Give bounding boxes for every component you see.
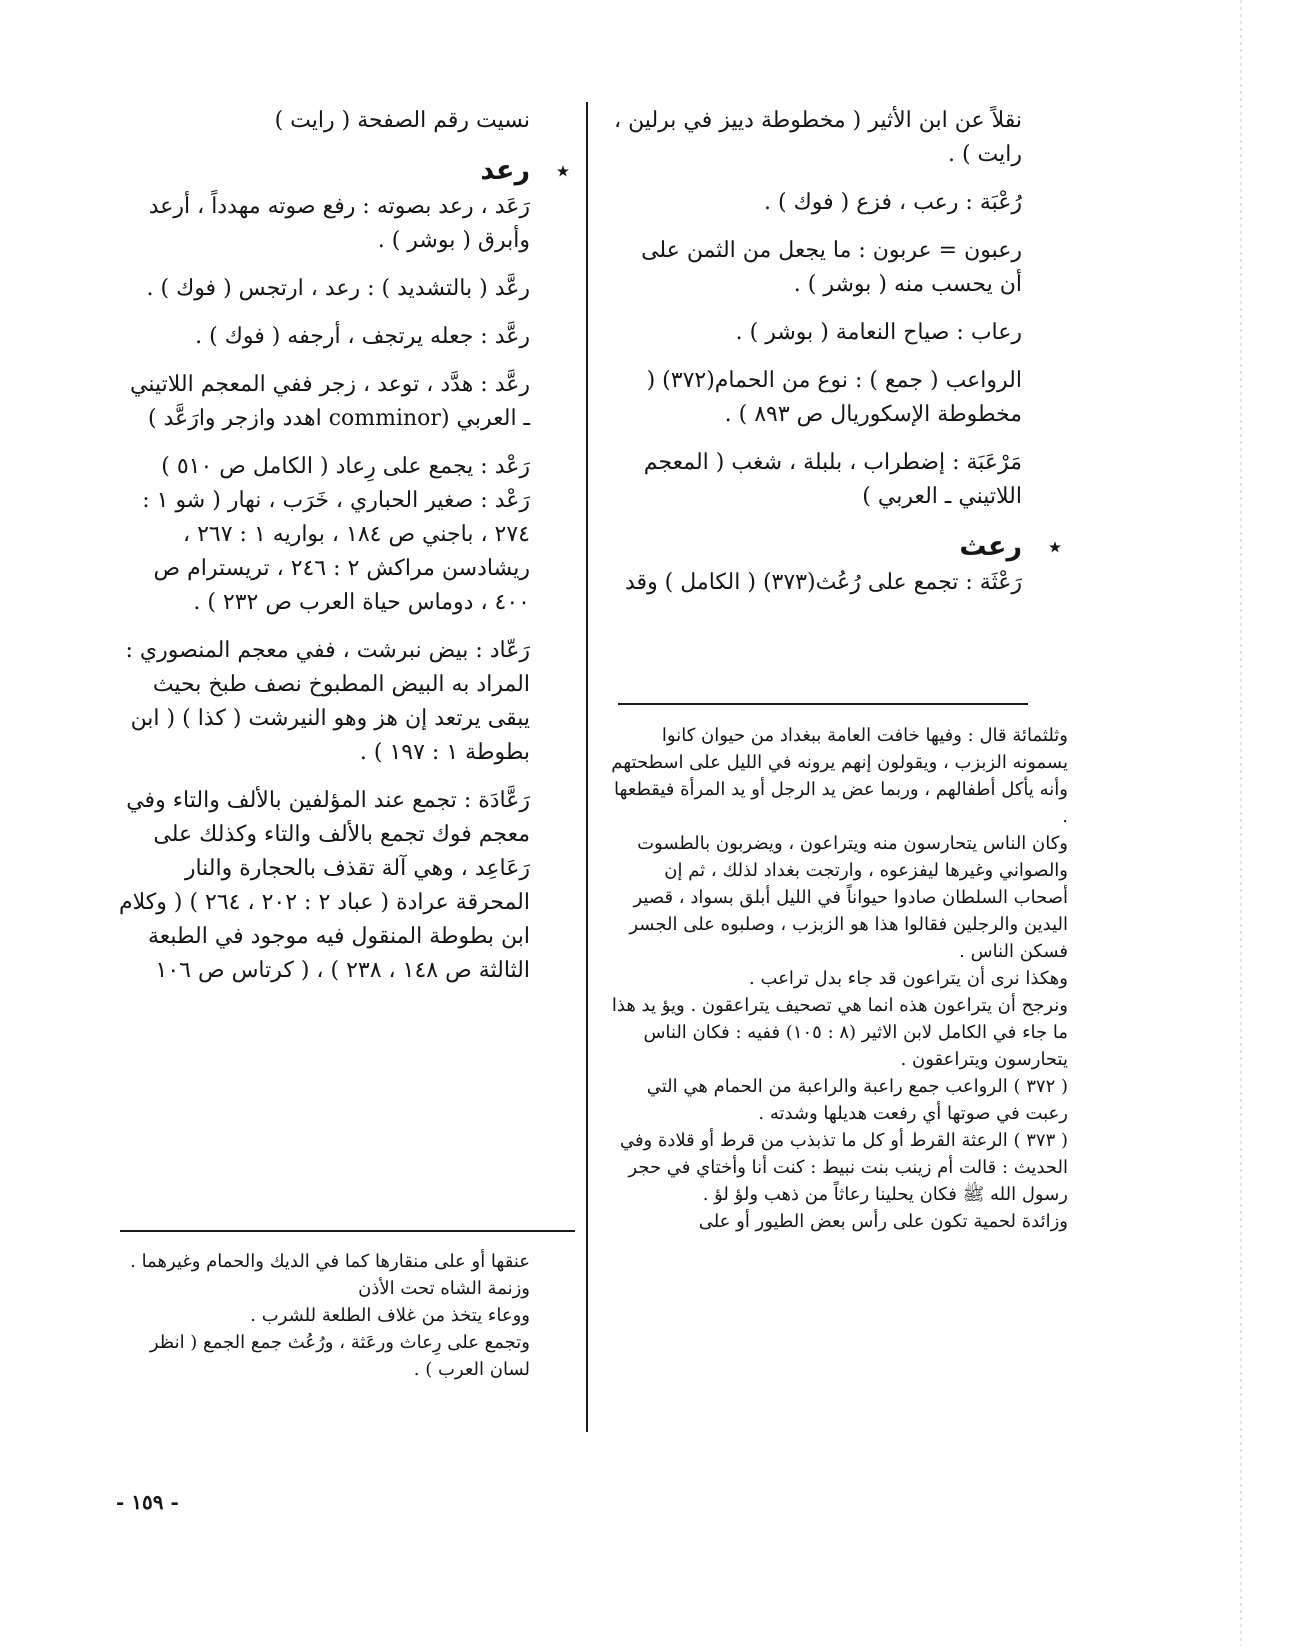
- entry-raad-arjafa: رعَّد : جعله يرتجف ، أرجفه ( فوك ) .: [195, 324, 530, 349]
- footnote-continuation: ونرجح أن يتراعون هذه انما هي تصحيف يتراعقون . ويؤ يد هذا ما جاء في الكامل لابن الاثير (٨ : ١٠٥) ففيه : فكان الناس يتحارسون ويتراعقون .: [611, 995, 1068, 1070]
- heading-rath: [612, 528, 1062, 566]
- entry-marabah: مَرْعَبَة : إضطراب ، بلبلة ، شغب ( المعجم اللاتيني ـ العربي ): [643, 450, 1022, 509]
- heading-raad-text: رعد: [480, 155, 530, 186]
- footnote-line: ووعاء يتخذ من غلاف الطلعة للشرب .: [250, 1305, 530, 1326]
- entry-raad-egg: رَعّاد : بيض نبرشت ، ففي معجم المنصوري : المراد به البيض المطبوخ نصف طبخ بحيث يبقى يرتعد إن هز وهو النيرشت ( كذا ) ( ابن بطوطة ١ : ١٩٧ ) .: [125, 638, 530, 765]
- left-footnotes: [118, 1248, 530, 1383]
- right-footnote-rule: [618, 703, 1028, 705]
- left-column: [118, 104, 570, 1002]
- footnote-373-continuation: وزائدة لحمية تكون على رأس بعض الطيور أو على: [698, 1211, 1068, 1232]
- entry-raad-plural: رَعْد : يجمع على رِعاد ( الكامل ص ٥١٠ ): [161, 454, 530, 479]
- heading-raad: [118, 152, 570, 190]
- asterisk-icon: ٭: [555, 156, 570, 186]
- entry-riab: رعاب : صياح النعامة ( بوشر ) .: [735, 320, 1022, 345]
- entry-raadah: رَعَّادَة : تجمع عند المؤلفين بالألف والتاء وفي معجم فوك تجمع بالألف والتاء وكذلك على رَعَاعِد ، وهي آلة تقذف بالحجارة والنار المحرقة عرادة ( عباد ٢ : ٢٠٢ ، ٢٦٤ ) ( وكلام ابن بطوطة المنقول فيه موجود في الطبعة الثالثة ص ١٤٨ ، ٢٣٨ ) ، ( كرتاس ص ١٠٦: [119, 788, 530, 983]
- entry-rubah: رُعْبَة : رعب ، فزع ( فوك ) .: [764, 190, 1022, 215]
- entry-rathah: رَعْثَة : تجمع على رُعُث(٣٧٣) ( الكامل ) وقد: [625, 570, 1022, 595]
- right-footnotes: [608, 722, 1068, 1235]
- entry-raad-haddada: رعَّد : هدَّد ، توعد ، زجر ففي المعجم اللاتيني ـ العربي (comminor اهدد وازجر وارَعَّد ): [130, 372, 530, 431]
- footnote-continuation: وكان الناس يتحارسون منه ويتراعون ، ويضربون بالطسوت والصواني وغيرها ليفزعوه ، وارتجت بغداد لذلك ، ثم إن أصحاب السلطان صادوا حيواناً في الليل أبلق بسواد ، قصير اليدين والرجلين فقالوا هذا هو الزبزب ، وصلبوه على الجسر فسكن الناس .: [629, 833, 1068, 962]
- entry-raad-bird: رَعْد : صغير الحباري ، خَرَب ، نهار ( شو ١ : ٢٧٤ ، باجني ص ١٨٤ ، بواريه ١ : ٢٦٧ ، ريشادسن مراكش ٢ : ٢٤٦ ، تريسترام ص ٤٠٠ ، دوماس حياة العرب ص ٢٣٢ ) .: [142, 488, 530, 615]
- entry-raad-verb: رَعَد ، رعد بصوته : رفع صوته مهدداً ، أرعد وأبرق ( بوشر ) .: [148, 194, 530, 253]
- right-intro: نقلاً عن ابن الأثير ( مخطوطة دييز في برلين ، رايت ) .: [613, 108, 1022, 167]
- asterisk-icon: ٭: [1047, 532, 1062, 562]
- page-number: - ١٥٩ -: [116, 1490, 179, 1514]
- footnote-line: وزنمة الشاه تحت الأذن: [358, 1278, 530, 1299]
- right-column: [612, 104, 1062, 600]
- footnote-continuation: وهكذا نرى أن يتراعون قد جاء بدل تراعب .: [749, 968, 1068, 989]
- footnote-373: ( ٣٧٣ ) الرعثة القرط أو كل ما تذبذب من قرط أو قلادة وفي الحديث : قالت أم زينب بنت نبيط : كنت أنا وأختاي في حجر رسول الله ﷺ فكان يحلينا رعاثاً من ذهب ولؤ لؤ .: [619, 1130, 1068, 1205]
- column-divider: [586, 102, 588, 1432]
- heading-rath-text: رعث: [959, 531, 1022, 562]
- scan-edge-marks: [1240, 0, 1242, 1646]
- footnote-line: عنقها أو على منقارها كما في الديك والحمام وغيرهما .: [130, 1251, 530, 1272]
- footnote-372: ( ٣٧٢ ) الرواعب جمع راعبة والراعبة من الحمام هي التي رعبت في صوتها أي رفعت هديلها وشدته .: [646, 1076, 1068, 1124]
- entry-rawaib: الرواعب ( جمع ) : نوع من الحمام(٣٧٢) ( مخطوطة الإسكوريال ص ٨٩٣ ) .: [646, 368, 1022, 427]
- left-intro: نسيت رقم الصفحة ( رايت ): [274, 108, 530, 133]
- entry-raad-tashdid: رعَّد ( بالتشديد ) : رعد ، ارتجس ( فوك ) .: [146, 276, 530, 301]
- entry-rabun: رعبون = عربون : ما يجعل من الثمن على أن يحسب منه ( بوشر ) .: [641, 238, 1022, 297]
- footnote-continuation: وثلثمائة قال : وفيها خافت العامة ببغداد من حيوان كانوا يسمونه الزبزب ، ويقولون إنهم يرونه في الليل على اسطحتهم وأنه يأكل أطفالهم ، وربما عض يد الرجل أو يد المرأة فيقطعها .: [611, 725, 1068, 827]
- footnote-line: وتجمع على رِعاث ورعَثة ، ورُعُث جمع الجمع ( انظر لسان العرب ) .: [149, 1332, 530, 1380]
- left-footnote-rule: [120, 1230, 575, 1232]
